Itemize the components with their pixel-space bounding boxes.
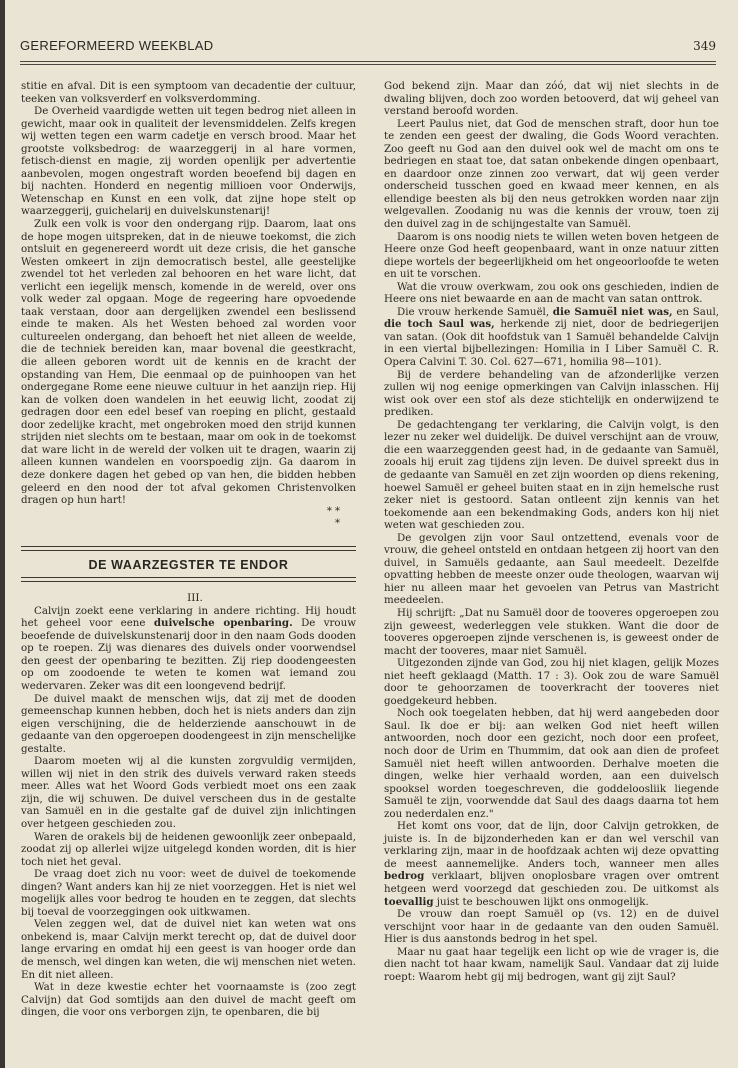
heading-rule-bottom	[21, 577, 356, 582]
paragraph: Die vrouw herkende Samuël, die Samuël niet was, en Saul, die toch Saul was, herkende zij niet, door de bedriegerijen van satan. (Ook dit hoofdstuk van 1 Samuël behandelde Calvijn in een viertal bijbellezingen: Homilia in I Liber Samuël C. R. Opera Calvini T. 30. Col. 627—671, homilia 98—101).	[384, 305, 719, 369]
emphasis: bedrog	[384, 870, 425, 883]
masthead: GEREFORMEERD WEEKBLAD	[20, 38, 214, 53]
paragraph: Velen zeggen wel, dat de duivel niet kan weten wat ons onbekend is, maar Calvijn merkt terecht op, dat de duivel door lange ervaring en omdat hij een geest is van hooger orde dan de mensch, wel dingen kan weten, die wij menschen niet weten. En dit niet alleen.	[21, 918, 356, 981]
paragraph: Maar nu gaat haar tegelijk een licht op wie de vrager is, die dien nacht tot haar kwam, namelijk Saul. Vandaar dat zij luide roept: Waarom hebt gij mij bedrogen, want gij zijt Saul?	[384, 945, 719, 983]
emphasis: toevallig	[384, 895, 434, 908]
page-binding-edge	[0, 0, 5, 1068]
header-rule-bottom	[20, 64, 716, 65]
paragraph: Leert Paulus niet, dat God de menschen straft, door hun toe te zenden een geest der dwaling, die Gods Woord verachten. Zoo geeft nu God aan den duivel ook wel de macht om ons te bedriegen en staat toe, dat satan onbekende dingen openbaart, en daardoor onze zinnen zoo verwart, dat wij geen verder onderscheid tusschen goed en kwaad meer kennen, en als ellendige beesten als bij den neus getrokken worden naar zijn welgevallen. Zoodanig nu was die kennis der vrouw, toen zij den duivel zag in de schijngestalte van Samuël.	[384, 117, 719, 231]
paragraph: Daarom is ons noodig niets te willen weten boven hetgeen de Heere onze God heeft geopenbaard, want in onze natuur zitten diepe wortels der begeerlijkheid om het ongeoorloofde te weten en uit te vorschen.	[384, 230, 719, 281]
emphasis: die Samuël niet was,	[552, 305, 673, 318]
right-column	[384, 80, 719, 983]
paragraph: Wat die vrouw overkwam, zou ook ons geschieden, indien de Heere ons niet bewaarde en aan de macht van satan onttrok.	[384, 280, 719, 306]
section-divider-star: *	[335, 517, 340, 529]
paragraph: Wat in deze kwestie echter het voornaamste is (zoo zegt Calvijn) dat God somtijds aan den duivel de macht geeft om dingen, die voor ons verborgen zijn, te openbaren, die bij	[21, 981, 356, 1019]
paragraph: De vraag doet zich nu voor: weet de duivel de toekomende dingen? Want anders kan hij ze niet voorzeggen. Het is niet wel mogelijk alles voor bedrog te houden en te zeggen, dat slechts bij toeval de voorzeggingen ook uitkwamen.	[21, 868, 356, 918]
paragraph: stitie en afval. Dit is een symptoom van decadentie der cultuur, teeken van volksverderf en volksverdomming.	[21, 80, 356, 105]
paragraph: Zulk een volk is voor den ondergang rijp. Daarom, laat ons de hope mogen uitspreken, dat in de nieuwe toekomst, die zich ontsluit en gegenereerd wordt uit deze crisis, die het gansche Westen omkeert in zijn democratisch bestel, alle geestelijke zwendel tot het verleden zal behooren en het ware licht, dat verlicht een iegelijk mensch, komende in de wereld, over ons volk weder zal opgaan. Moge de regeering hare opvoedende taak verstaan, door aan dergelijken zwendel een beslissend einde te maken. Als het Westen behoed zal worden voor cultureelen ondergang, dan behoeft het niet alleen de weelde, die de techniek bereiden kan, maar bovenal die geestkracht, die alleen geboren wordt uit de kennis en de kracht der opstanding van Hem, Die eenmaal op de puinhoopen van het ondergegane Rome eene nieuwe cultuur in het aanzijn riep. Hij kan de volken doen wandelen in het eeuwig licht, zoodat zij gedragen door een edel besef van roeping en plicht, gestaald door zedelijke kracht, met ongebroken moed den strijd kunnen strijden niet slechts om te bestaan, maar om ook in de toekomst dat ware licht in de wereld der volken uit te dragen, waarin zij alleen kunnen wandelen en voorspoedig zijn. Ga daarom in deze donkere dagen het gebed op van hen, die bidden hebben geleerd en den nood der tot afval gekomen Christenvolken dragen op hun hart!	[21, 218, 356, 507]
paragraph: De Overheid vaardigde wetten uit tegen bedrog niet alleen in gewicht, maar ook in qualiteit der levensmiddelen. Zelfs kregen wij wetten tegen een warm cadetje en versch brood. Maar het grootste volksbedrog: de waarzeggerij in al hare vormen, fetisch-dienst en magie, zij worden openlijk per advertentie aanbevolen, mogen ongestraft worden beoefend bij dagen en bij nachten. Honderd en negentig millioen voor Onderwijs, Wetenschap en Kunst en een volk, dat zijne hope stelt op waarzeggerij, guichelarij en duivelskunstenarij!	[21, 105, 356, 218]
paragraph: Noch ook toegelaten hebben, dat hij werd aangebeden door Saul. Ik doe er bij: aan welken God niet heeft willen antwoorden, noch door een gezicht, noch door een profeet, noch door de Urim en Thummim, dat ook aan dien de profeet Samuël niet heeft willen antwoorden. Derhalve moeten die dingen, welke hier verhaald worden, aan een duivelsch spooksel worden toegeschreven, die goddeloosliik liegende Samuël te zijn, voorwendde dat Saul des daags daarna tot hem zou nederdalen enz."	[384, 707, 719, 820]
page-number: 349	[693, 39, 716, 53]
paragraph: Het komt ons voor, dat de lijn, door Calvijn getrokken, de juiste is. In de bijzonderheden kan er dan wel verschil van verklaring zijn, maar in de hoofdzaak achten wij deze opvatting de meest aannemelijke. Anders toch, wanneer men alles bedrog verklaart, blijven onoplosbare vragen over omtrent hetgeen werd voorzegd dat geschieden zou. De uitkomst als toevallig juist te beschouwen lijkt ons onmogelijk.	[384, 820, 719, 908]
paragraph: De gevolgen zijn voor Saul ontzettend, evenals voor de vrouw, die geheel ontsteld en ontdaan hetgeen zij hoort van den duivel, in Samuëls gedaante, aan Saul meedeelt. Dezelfde opvatting hebben de meeste onzer oude theologen, waarvan wij hier nu alleen maar het gevoelen van Petrus van Mastricht meedeelen.	[384, 531, 719, 607]
emphasis: duivelsche openbaring.	[153, 617, 293, 630]
paragraph: Waren de orakels bij de heidenen gewoonlijk zeer onbepaald, zoodat zij op allerlei wijze uitgelegd konden worden, dit is hier toch niet het geval.	[21, 830, 356, 868]
paragraph: God bekend zijn. Maar dan zóó, dat wij niet slechts in de dwaling blijven, doch zoo worden betooverd, dat wij geheel van verstand beroofd worden.	[384, 80, 719, 118]
left-column	[21, 80, 356, 1019]
paragraph: Calvijn zoekt eene verklaring in andere richting. Hij houdt het geheel voor eene duivelsche openbaring. De vrouw beoefende de duivelskunstenarij door in den naam Gods dooden op te roepen. Zij was dienares des duivels onder voorwendsel den geest der openbaring te bezitten. Zij riep doodengeesten op om zoodoende te weten te komen wat iemand zou wedervaren. Zeker was dit een loongevend bedrijf.	[21, 604, 356, 692]
article-heading-banner	[21, 546, 356, 583]
emphasis: die toch Saul was,	[384, 318, 495, 331]
paragraph: Hij schrijft: „Dat nu Samuël door de tooveres opgeroepen zou zijn geweest, wederleggen vele stukken. Want die door de tooveres opgeroepen zijnde verschenen is, is geweest onder de macht der tooveres, maar niet Samuël.	[384, 606, 719, 657]
section-divider-stars: * *	[326, 505, 340, 517]
page-header	[20, 38, 716, 58]
paragraph: Uitgezonden zijnde van God, zou hij niet klagen, gelijk Mozes niet heeft geklaagd (Matth. 17 : 3). Ook zou de ware Samuël door te gehoorzamen de tooverkracht der tooveres niet goedgekeurd hebben.	[384, 657, 719, 707]
paragraph: Bij de verdere behandeling van de afzonderlijke verzen zullen wij nog eenige opmerkingen van Calvijn inlasschen. Hij wist ook over een stof als deze stichtelijk en onderwijzend te prediken.	[384, 368, 719, 419]
header-rule-top	[20, 61, 716, 62]
paragraph: De duivel maakt de menschen wijs, dat zij met de dooden gemeenschap kunnen hebben, doch het is niets anders dan zijn eigen verschijning, die de helderziende aanschouwt in de gedaante van den opgeroepen doodengeest in zijn menschelijke gestalte.	[21, 692, 356, 755]
paragraph: De vrouw dan roept Samuël op (vs. 12) en de duivel verschijnt voor haar in de gedaante van den ouden Samuël. Hier is dus aanstonds bedrog in het spel.	[384, 908, 719, 946]
paragraph: De gedachtengang ter verklaring, die Calvijn volgt, is den lezer nu zeker wel duidelijk. De duivel verschijnt aan de vrouw, die een waarzeggenden geest had, in de gedaante van Samuël, zooals hij eruit zag tijdens zijn leven. De duivel spreekt dus in de gedaante van Samuël en zet zijn woorden op diens rekening, hoewel Samuël er geheel buiten staat en in zijn hemelsche rust zeker niet is gestoord. Satan ontleent zijn kennis van het toekomende aan een bekendmaking Gods, anders kon hij niet weten wat geschieden zou.	[384, 418, 719, 532]
article-part-number: III.	[187, 592, 203, 605]
paragraph: Daarom moeten wij al die kunsten zorgvuldig vermijden, willen wij niet in den strik des duivels verward raken steeds meer. Alles wat het Woord Gods verbiedt moet ons een zaak zijn, die wij schuwen. De duivel verscheen dus in de gestalte van Samuël en in die gestalte gaf de duivel zijn inlichtingen over hetgeen geschieden zou.	[21, 755, 356, 830]
article-title: DE WAARZEGSTER TE ENDOR	[88, 557, 289, 572]
